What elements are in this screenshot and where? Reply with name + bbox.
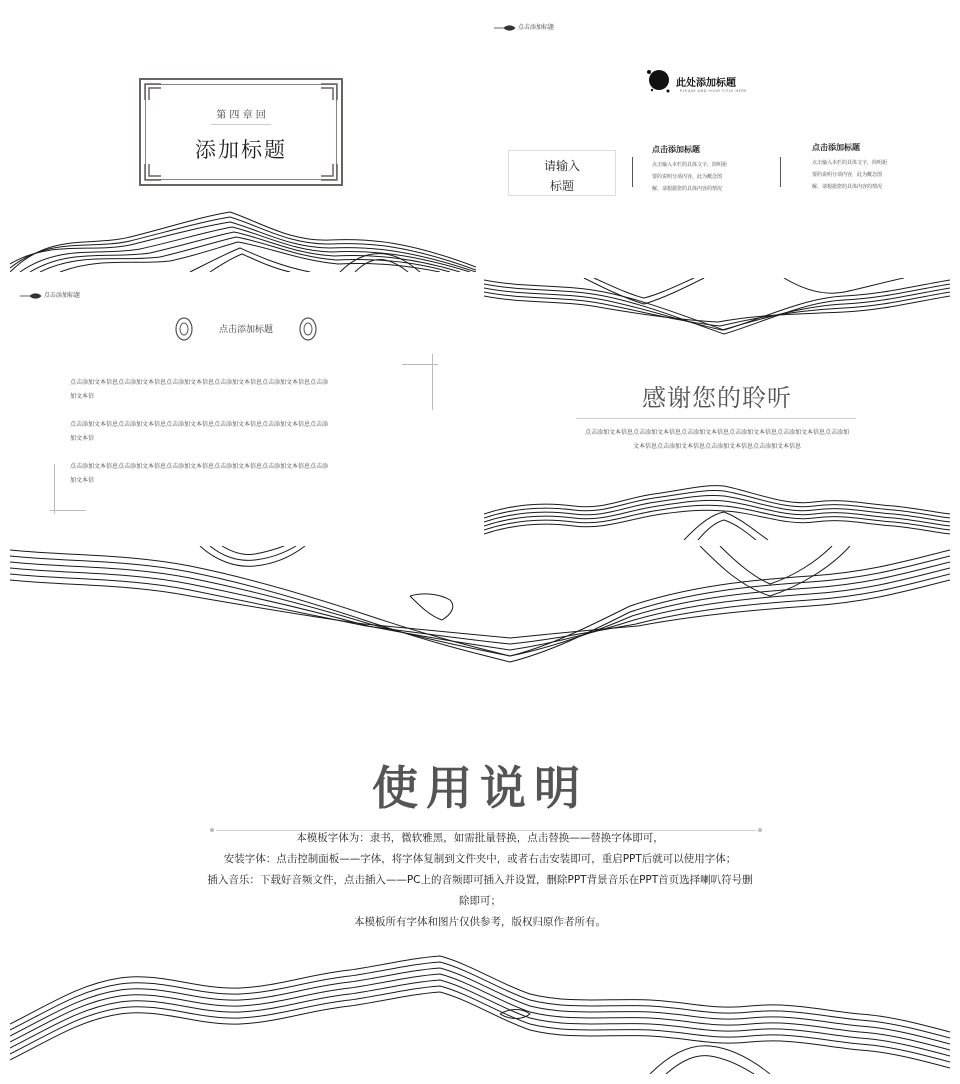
slide-chapter[interactable] [10,12,476,272]
column-1-title: 点击添加标题 [652,145,700,154]
chapter-frame-inner [145,84,337,180]
usage-line: 除即可； [459,895,501,907]
cloud-ornament-icon [174,316,194,342]
input-title-box[interactable] [508,150,616,196]
thanks-text-line: 文本信息点击添加文本信息点击添加文本信息点击添加文本信息 [632,443,801,450]
top-label [20,290,80,299]
usage-line: 安装字体：点击控制面板——字体，将字体复制到文件夹中，或者右击安装即可，重启PPT后就可以使用字体； [223,853,737,865]
chapter-title: 添加标题 [195,138,287,162]
thanks-divider [576,418,856,419]
thanks-text-line: 点击添加文本信息点击添加文本信息点击添加文本信息点击添加文本信息点击添加文本信息点击添加 [584,429,849,436]
column-separator [780,157,781,187]
fish-icon [494,25,516,31]
slide3-heading: 点击添加标题 [218,325,273,335]
corner-line-decor [432,354,433,410]
slide-usage[interactable] [10,546,950,1074]
paragraph-line: 点击添加文本信息点击添加文本信息点击添加文本信息点击添加文本信息点击添加文本信息点击添 [70,463,329,470]
column-2 [812,142,932,193]
paragraph-line: 点击添加文本信息点击添加文本信息点击添加文本信息点击添加文本信息点击添加文本信息点击添 [70,421,329,428]
corner-line-decor [50,510,86,511]
mountain-lineart-inverted [10,546,950,666]
usage-line: 本模板字体为：隶书，微软雅黑，如需批量替换，点击替换——替换字体即可， [296,832,664,844]
usage-line: 本模板所有字体和图片仅供参考，版权归原作者所有。 [354,916,606,928]
top-label-text: 点击添加标题 [43,292,80,299]
box-line-2: 标题 [549,179,574,193]
slide-columns[interactable] [484,12,950,272]
column-1-line: 要的说明分项内容，此为概念图 [652,174,723,180]
usage-text [190,828,770,933]
paragraph-line: 加文本信 [70,477,95,484]
column-1 [652,144,772,195]
corner-ornament-icon [143,162,163,182]
thanks-title: 感谢您的聆听 [642,384,792,412]
column-2-line: 解，请根据您的具体内容的情况 [812,184,883,190]
column-1-line: 点击输入本栏的具体文字，简明扼 [652,162,728,168]
corner-ornament-icon [319,82,339,102]
cloud-ornament-icon [298,316,318,342]
column-2-line: 要的说明分项内容，此为概念图 [812,172,883,178]
mountain-lineart-inverted [484,278,950,338]
mountain-lineart [484,484,950,540]
corner-line-decor [54,464,55,514]
paragraph-line: 加文本信 [70,393,95,400]
corner-ornament-icon [143,82,163,102]
ink-title: 此处添加标题 [676,78,736,89]
chapter-divider [211,124,271,125]
paragraph [70,418,410,446]
column-1-line: 解，请根据您的具体内容的情况 [652,186,723,192]
paragraph [70,376,410,404]
mountain-lineart [10,954,950,1074]
paragraph-line: 加文本信 [70,435,95,442]
usage-title: 使用说明 [372,761,588,815]
chapter-frame [139,78,343,186]
slide-thanks[interactable] [484,278,950,540]
usage-line: 插入音乐：下载好音频文件，点击插入——PC上的音频即可插入并设置，删除PPT背景音乐在PPT首页选择喇叭符号删 [207,874,753,886]
slide-text[interactable] [10,278,476,540]
corner-ornament-icon [319,162,339,182]
paragraph [70,460,410,488]
column-2-line: 点击输入本栏的具体文字，简明扼 [812,160,888,166]
column-separator [632,157,633,187]
box-line-1: 请输入 [543,159,580,173]
fish-icon [20,293,42,299]
paragraph-line: 点击添加文本信息点击添加文本信息点击添加文本信息点击添加文本信息点击添加文本信息点击添 [70,379,329,386]
mountain-lineart [10,212,476,272]
ink-subtitle: PLEASE ADD YOUR TITLE HERE [680,89,747,93]
top-label [494,22,554,31]
top-label-text: 点击添加标题 [517,24,554,31]
chapter-label: 第 四 章 回 [216,110,266,121]
column-2-title: 点击添加标题 [812,143,860,152]
ink-splash-icon [646,66,672,94]
